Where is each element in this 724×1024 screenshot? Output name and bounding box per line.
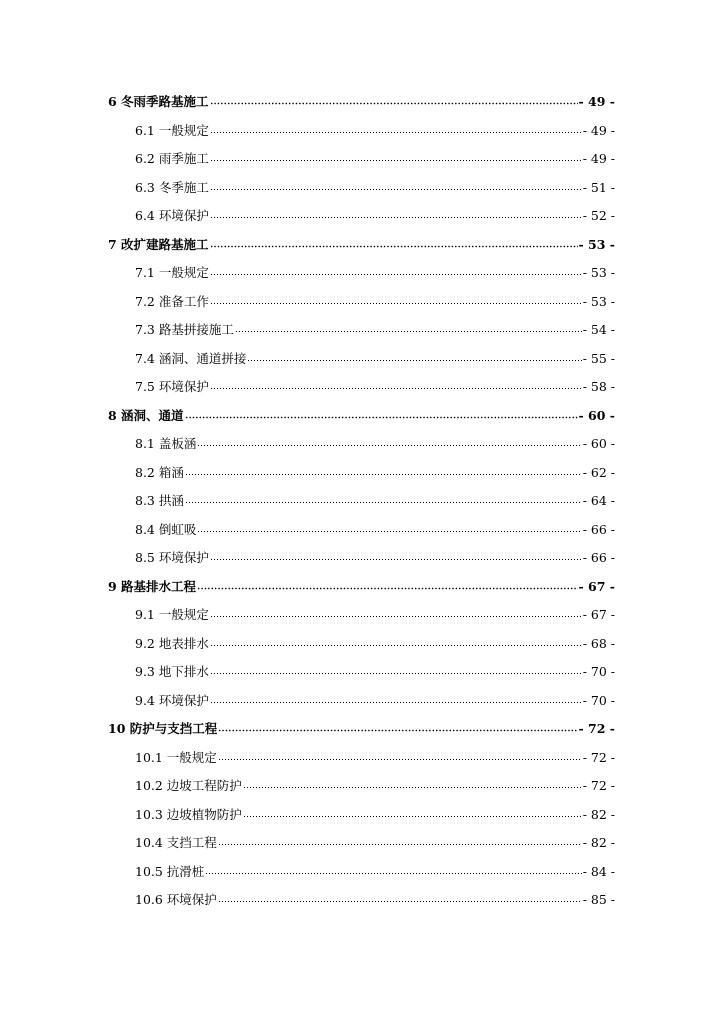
toc-page-number: - 49 - (582, 122, 615, 138)
toc-section-entry[interactable] (108, 520, 615, 549)
toc-dot-leader (197, 577, 577, 591)
toc-page-number: - 51 - (582, 179, 615, 195)
toc-page-number: - 67 - (578, 578, 615, 594)
toc-dot-leader (218, 833, 582, 847)
toc-entry-title: 6.2 雨季施工 (135, 151, 209, 166)
toc-section-entry[interactable] (108, 634, 615, 663)
toc-entry-title: 8 涵洞、通道 (108, 407, 184, 423)
toc-entry-title: 10.4 支挡工程 (135, 835, 217, 850)
toc-dot-leader (210, 149, 582, 163)
toc-page-number: - 52 - (582, 208, 615, 223)
toc-dot-leader (185, 406, 578, 420)
toc-page-number: - 72 - (582, 749, 615, 765)
toc-dot-leader (210, 121, 582, 135)
toc-page-number: - 66 - (582, 550, 615, 565)
toc-entry-title: 6 冬雨季路基施工 (108, 94, 209, 109)
toc-section-entry[interactable] (108, 605, 615, 634)
toc-dot-leader (218, 748, 582, 762)
toc-section-entry[interactable] (108, 548, 615, 577)
toc-entry-title: 7.1 一般规定 (135, 265, 209, 280)
toc-chapter-entry[interactable] (108, 235, 615, 264)
toc-section-entry[interactable] (108, 121, 615, 150)
toc-section-entry[interactable] (108, 463, 615, 492)
toc-page-number: - 82 - (582, 835, 615, 850)
toc-entry-title: 7.3 路基拼接施工 (135, 322, 234, 337)
toc-dot-leader (210, 235, 578, 249)
toc-entry-title: 9.1 一般规定 (135, 607, 209, 622)
toc-section-entry[interactable] (108, 662, 615, 691)
toc-page-number: - 70 - (582, 664, 615, 679)
toc-section-entry[interactable] (108, 833, 615, 862)
toc-dot-leader (210, 92, 578, 106)
toc-entry-title: 8.3 拱涵 (135, 493, 184, 508)
toc-dot-leader (210, 548, 582, 562)
toc-section-entry[interactable] (108, 890, 615, 919)
toc-entry-title: 7.2 准备工作 (135, 293, 209, 309)
toc-entry-title: 10.2 边坡工程防护 (135, 778, 242, 793)
toc-page-number: - 60 - (578, 407, 615, 423)
toc-section-entry[interactable] (108, 263, 615, 292)
toc-chapter-entry[interactable] (108, 406, 615, 435)
toc-section-entry[interactable] (108, 805, 615, 834)
toc-page-number: - 66 - (582, 521, 615, 537)
toc-dot-leader (210, 662, 582, 676)
toc-section-entry[interactable] (108, 434, 615, 463)
toc-dot-leader (235, 320, 582, 334)
toc-entry-title: 6.1 一般规定 (135, 122, 209, 138)
toc-dot-leader (210, 377, 582, 391)
toc-dot-leader (197, 434, 581, 448)
toc-dot-leader (210, 206, 582, 220)
toc-dot-leader (197, 520, 581, 534)
toc-entry-title: 7 改扩建路基施工 (108, 236, 209, 252)
toc-dot-leader (210, 634, 582, 648)
toc-section-entry[interactable] (108, 691, 615, 720)
toc-page-number: - 72 - (578, 721, 615, 736)
toc-section-entry[interactable] (108, 178, 615, 207)
toc-dot-leader (210, 605, 582, 619)
toc-entry-title: 7.4 涵洞、通道拼接 (135, 350, 247, 366)
toc-dot-leader (218, 890, 582, 904)
toc-page-number: - 58 - (582, 379, 615, 394)
toc-dot-leader (210, 263, 582, 277)
toc-dot-leader (185, 463, 582, 477)
toc-dot-leader (205, 862, 581, 876)
toc-dot-leader (210, 292, 582, 306)
toc-section-entry[interactable] (108, 206, 615, 235)
toc-chapter-entry[interactable] (108, 92, 615, 121)
toc-entry-title: 6.4 环境保护 (135, 208, 209, 223)
toc-entry-title: 6.3 冬季施工 (135, 179, 209, 195)
toc-page-number: - 64 - (582, 493, 615, 508)
toc-chapter-entry[interactable] (108, 719, 615, 748)
toc-page-number: - 82 - (582, 806, 615, 822)
toc-page-number: - 62 - (582, 464, 615, 480)
toc-page-number: - 60 - (582, 436, 615, 451)
toc-dot-leader (243, 805, 582, 819)
toc-page-number: - 54 - (582, 322, 615, 337)
toc-entry-title: 8.2 箱涵 (135, 464, 184, 480)
toc-section-entry[interactable] (108, 377, 615, 406)
toc-section-entry[interactable] (108, 776, 615, 805)
toc-section-entry[interactable] (108, 320, 615, 349)
toc-section-entry[interactable] (108, 748, 615, 777)
toc-entry-title: 8.1 盖板涵 (135, 436, 197, 451)
toc-entry-title: 10.6 环境保护 (135, 892, 217, 907)
toc-page-number: - 68 - (582, 635, 615, 651)
table-of-contents (108, 92, 615, 919)
toc-page-number: - 49 - (582, 151, 615, 166)
toc-entry-title: 10.1 一般规定 (135, 749, 217, 765)
toc-entry-title: 8.4 倒虹吸 (135, 521, 197, 537)
toc-page-number: - 49 - (578, 94, 615, 109)
toc-dot-leader (218, 719, 577, 733)
toc-page-number: - 67 - (582, 607, 615, 622)
toc-entry-title: 7.5 环境保护 (135, 379, 209, 394)
toc-dot-leader (210, 691, 582, 705)
toc-section-entry[interactable] (108, 149, 615, 178)
toc-entry-title: 10.5 抗滑桩 (135, 863, 205, 879)
toc-entry-title: 8.5 环境保护 (135, 550, 209, 565)
toc-dot-leader (243, 776, 582, 790)
toc-page-number: - 72 - (582, 778, 615, 793)
toc-entry-title: 9.4 环境保护 (135, 692, 209, 708)
toc-entry-title: 9.3 地下排水 (135, 664, 209, 679)
toc-section-entry[interactable] (108, 862, 615, 891)
toc-page-number: - 55 - (582, 350, 615, 366)
toc-chapter-entry[interactable] (108, 577, 615, 606)
toc-entry-title: 9.2 地表排水 (135, 635, 209, 651)
toc-dot-leader (210, 178, 582, 192)
toc-section-entry[interactable] (108, 292, 615, 321)
toc-page-number: - 53 - (582, 265, 615, 280)
toc-page-number: - 70 - (582, 692, 615, 708)
toc-page-number: - 53 - (578, 236, 615, 252)
toc-page-number: - 84 - (582, 863, 615, 879)
toc-entry-title: 9 路基排水工程 (108, 578, 197, 594)
toc-page-number: - 53 - (582, 293, 615, 309)
toc-entry-title: 10 防护与支挡工程 (108, 721, 218, 736)
toc-entry-title: 10.3 边坡植物防护 (135, 806, 242, 822)
toc-section-entry[interactable] (108, 349, 615, 378)
toc-page-number: - 85 - (582, 892, 615, 907)
toc-dot-leader (185, 491, 582, 505)
toc-section-entry[interactable] (108, 491, 615, 520)
toc-dot-leader (247, 349, 581, 363)
